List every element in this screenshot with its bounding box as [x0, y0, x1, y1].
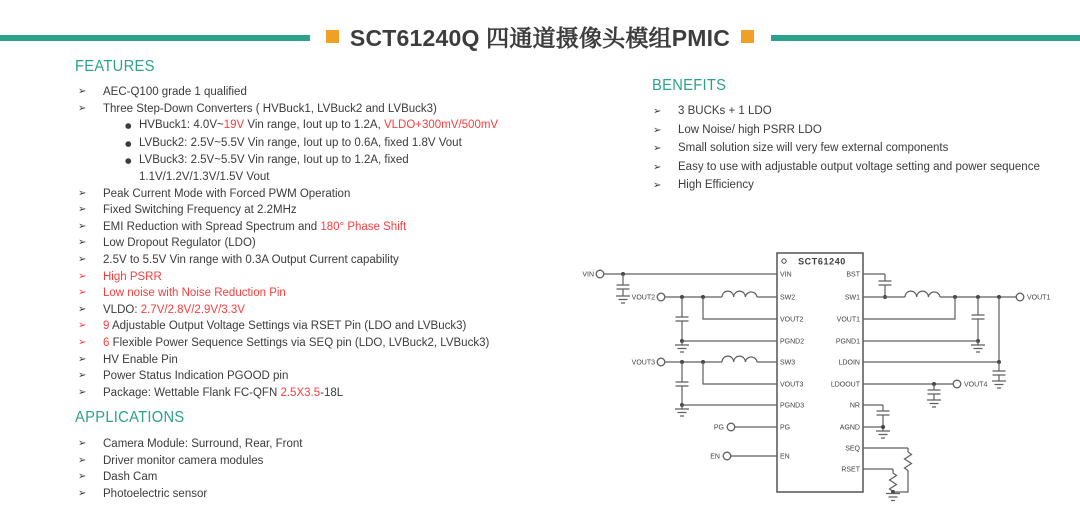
seq-wire — [863, 448, 908, 452]
ic-body — [777, 253, 863, 492]
en-net — [710, 452, 777, 460]
dot-bullet-icon: ● — [125, 138, 132, 148]
arrow-bullet-icon: ➢ — [78, 320, 87, 332]
terminal-label-en: EN — [710, 453, 720, 461]
arrow-bullet-icon: ➢ — [78, 204, 87, 216]
pin-label-sw2: SW2 — [780, 294, 796, 302]
vin-net — [582, 270, 777, 303]
list-item-text — [103, 202, 508, 219]
pin-label-bst: BST — [846, 271, 860, 279]
vin-terminal — [596, 270, 604, 278]
text-segment: VLDO+300mV/500mV — [383, 119, 499, 132]
vout4-terminal — [953, 380, 961, 388]
buck2-inductor-icon — [722, 291, 757, 297]
buck1-net — [863, 274, 1050, 352]
arrow-bullet-icon: ➢ — [78, 303, 87, 315]
text-segment: 180° Phase Shift — [320, 220, 407, 233]
text-segment: 2.5X3.5 — [280, 386, 321, 399]
benefits-heading: BENEFITS — [652, 77, 727, 94]
en-terminal — [723, 452, 731, 460]
pin-label-nr: NR — [849, 402, 860, 410]
pin1-marker-icon — [782, 259, 786, 263]
page-title: SCT61240Q 四通道摄像头模组PMIC — [349, 25, 731, 51]
list-item-text — [103, 269, 508, 286]
benefit-item — [653, 104, 1073, 119]
ground-icon — [992, 381, 1006, 388]
seq-return-wire — [893, 471, 908, 493]
arrow-bullet-icon: ➢ — [78, 187, 87, 199]
text-segment: 2.5V to 5.5V Vin range with 0.3A Output Current capability — [103, 253, 399, 266]
list-item-text — [678, 104, 1073, 119]
nr-capacitor-icon — [863, 405, 890, 427]
terminal-label-vout2: VOUT2 — [631, 294, 655, 302]
list-item-text — [103, 101, 508, 118]
benefits-list — [653, 104, 1073, 197]
feature-item — [78, 269, 508, 286]
ground-icon — [927, 400, 941, 407]
seq-rset-net — [863, 448, 912, 501]
pin-label-ldoin: LDOIN — [838, 359, 860, 367]
vout2-terminal — [657, 293, 665, 301]
feature-item — [78, 252, 508, 269]
text-segment: Power Status Indication PGOOD pin — [103, 370, 289, 383]
text-segment: LVBuck2: 2.5V~5.5V Vin range, Iout up to 0.6A, fixed 1.8V Vout — [139, 136, 462, 149]
arrow-bullet-icon: ➢ — [78, 102, 87, 114]
text-segment: HVBuck1: 4.0V~ — [139, 119, 224, 132]
list-item-text — [103, 285, 508, 302]
text-segment: High Efficiency — [678, 179, 754, 192]
list-item-text — [103, 235, 508, 252]
seq-resistor-icon — [905, 452, 912, 471]
text-segment: Low noise with Noise Reduction Pin — [103, 287, 286, 300]
text-segment: 3 BUCKs + 1 LDO — [678, 105, 772, 117]
arrow-bullet-icon: ➢ — [78, 237, 87, 249]
pin-label-sw1: SW1 — [844, 294, 860, 302]
ic-name-label: SCT61240 — [798, 256, 846, 267]
ground-icon — [886, 492, 900, 501]
feature-item — [78, 368, 508, 385]
list-item-text — [678, 160, 1073, 175]
text-segment: HV Enable Pin — [103, 353, 178, 366]
application-item — [78, 486, 508, 503]
pg-net — [714, 423, 777, 431]
benefit-item — [653, 123, 1073, 138]
pin-label-seq: SEQ — [845, 445, 860, 453]
ground-icon — [971, 345, 985, 352]
pin-label-pgnd2: PGND2 — [780, 338, 805, 346]
features-list — [78, 84, 508, 401]
applications-list — [78, 436, 508, 502]
arrow-bullet-icon: ➢ — [653, 124, 662, 136]
list-item-text — [103, 385, 508, 402]
vout3-capacitor-icon — [676, 362, 689, 405]
arrow-bullet-icon: ➢ — [78, 438, 87, 449]
list-item-text — [678, 141, 1073, 156]
text-segment: Adjustable Output Voltage Settings via RSET Pin (LDO and LVBuck3) — [109, 320, 467, 333]
pgnd2-wire — [682, 341, 777, 345]
feature-item — [78, 84, 508, 101]
list-item-text — [103, 486, 508, 503]
ground-icon — [876, 431, 890, 438]
vout3-feedback-wire — [703, 362, 777, 384]
list-item-text — [103, 469, 508, 486]
feature-item — [78, 186, 508, 203]
vout1-terminal — [1016, 293, 1024, 301]
pin-label-vin: VIN — [780, 271, 792, 279]
application-circuit-diagram — [575, 240, 1055, 527]
list-item-text — [103, 186, 508, 203]
feature-item — [78, 318, 508, 335]
feature-item — [125, 117, 508, 135]
vin-capacitor-icon — [617, 274, 630, 296]
text-segment: AEC-Q100 grade 1 qualified — [103, 86, 247, 98]
vout1-feedback-wire — [863, 297, 955, 319]
arrow-bullet-icon: ➢ — [78, 487, 87, 499]
arrow-bullet-icon: ➢ — [78, 336, 87, 348]
list-item-text — [103, 368, 508, 385]
buck3-net — [632, 356, 777, 416]
list-item-text — [103, 252, 508, 269]
bst-capacitor-icon — [863, 274, 892, 297]
text-segment: 6 — [103, 336, 110, 349]
pin-label-pgnd1: PGND1 — [835, 338, 860, 346]
text-segment: Low Dropout Regulator (LDO) — [103, 237, 256, 250]
buck2-net — [632, 291, 777, 352]
list-item-text — [103, 318, 508, 335]
feature-item — [78, 219, 508, 236]
ground-icon — [675, 345, 689, 352]
pin-label-pgnd3: PGND3 — [780, 402, 805, 410]
pgnd3-wire — [682, 405, 777, 409]
features-heading: FEATURES — [75, 58, 155, 75]
terminal-label-vout4: VOUT4 — [964, 381, 988, 389]
vout3-terminal — [657, 358, 665, 366]
pin-label-vout2: VOUT2 — [780, 316, 804, 324]
terminal-label-vout3: VOUT3 — [631, 359, 655, 367]
junction-dot — [881, 425, 885, 429]
title-bullet-left-icon — [326, 30, 339, 43]
text-segment: EMI Reduction with Spread Spectrum and — [103, 220, 321, 233]
text-segment: Dash Cam — [103, 471, 158, 483]
arrow-bullet-icon: ➢ — [78, 86, 87, 97]
text-segment: Camera Module: Surround, Rear, Front — [103, 438, 303, 450]
list-item-text — [139, 135, 508, 152]
vout2-capacitor-icon — [676, 297, 689, 341]
arrow-bullet-icon: ➢ — [78, 287, 87, 299]
text-segment: High PSRR — [103, 270, 162, 283]
feature-item — [78, 335, 508, 352]
rset-resistor-icon — [890, 473, 897, 492]
terminal-label-pg: PG — [713, 424, 724, 432]
page-title-row — [0, 20, 1080, 53]
text-segment: Vin range, Iout up to 1.2A, — [244, 119, 384, 132]
arrow-bullet-icon: ➢ — [78, 370, 87, 382]
text-segment: Small solution size will very few external components — [678, 142, 949, 155]
terminal-label-vin: VIN — [582, 271, 594, 279]
list-item-text — [103, 436, 508, 453]
arrow-bullet-icon: ➢ — [78, 270, 87, 282]
feature-item — [125, 135, 508, 153]
terminal-label-vout1: VOUT1 — [1027, 294, 1051, 302]
dot-bullet-icon: ● — [125, 121, 132, 131]
benefit-item — [653, 141, 1073, 156]
text-segment: Three Step-Down Converters ( HVBuck1, LVBuck2 and LVBuck3) — [103, 102, 437, 115]
ic-outline — [777, 253, 863, 492]
arrow-bullet-icon: ➢ — [653, 180, 662, 192]
pin-label-ldoout: LDOOUT — [830, 381, 860, 389]
arrow-bullet-icon: ➢ — [78, 454, 87, 466]
pin-label-agnd: AGND — [839, 424, 860, 432]
text-segment: 2.7V/2.8V/2.9V/3.3V — [140, 303, 245, 316]
arrow-bullet-icon: ➢ — [78, 471, 87, 482]
pin-label-rset: RSET — [841, 466, 860, 474]
feature-item — [78, 285, 508, 302]
text-segment: Photoelectric sensor — [103, 487, 208, 500]
list-item-text — [103, 302, 508, 319]
ldoout-net — [863, 380, 987, 407]
pin-label-vout3: VOUT3 — [780, 381, 804, 389]
application-item — [78, 436, 508, 453]
vout2-feedback-wire — [703, 297, 777, 319]
pg-terminal — [727, 423, 735, 431]
buck1-inductor-icon — [905, 291, 940, 297]
text-segment: Fixed Switching Frequency at 2.2MHz — [103, 204, 297, 217]
list-item-text — [103, 335, 508, 352]
application-item — [78, 469, 508, 486]
pgnd1-wire — [863, 341, 978, 345]
list-item-text — [103, 219, 508, 236]
pin-label-en: EN — [780, 453, 790, 461]
arrow-bullet-icon: ➢ — [653, 106, 662, 117]
dot-bullet-icon: ● — [125, 156, 132, 166]
text-segment: Package: Wettable Flank FC-QFN — [103, 386, 281, 399]
feature-item — [78, 385, 508, 402]
vout1-capacitor-icon — [972, 297, 985, 341]
text-segment: Low Noise/ high PSRR LDO — [678, 123, 822, 136]
application-item — [78, 453, 508, 470]
list-item-text — [678, 123, 1073, 138]
text-segment: LVBuck3: 2.5V~5.5V Vin range, Iout up to 1.2A, fixed 1.1V/1.2V/1.3V/1.5V Vout — [139, 154, 409, 183]
feature-item — [78, 352, 508, 369]
text-segment: Easy to use with adjustable output voltage setting and power sequence — [678, 160, 1040, 173]
buck3-inductor-icon — [722, 356, 757, 362]
benefit-item — [653, 160, 1073, 175]
arrow-bullet-icon: ➢ — [78, 353, 87, 365]
feature-item — [125, 152, 508, 185]
title-bullet-right-icon — [741, 30, 754, 43]
feature-item — [78, 202, 508, 219]
nr-agnd-net — [863, 405, 890, 438]
applications-heading: APPLICATIONS — [75, 409, 185, 426]
pin-label-vout1: VOUT1 — [836, 316, 860, 324]
benefit-item — [653, 178, 1073, 193]
arrow-bullet-icon: ➢ — [653, 143, 662, 155]
arrow-bullet-icon: ➢ — [78, 253, 87, 265]
feature-item — [78, 101, 508, 118]
ldoin-capacitor-icon — [993, 362, 1006, 381]
text-segment: 19V — [223, 119, 245, 132]
list-item-text — [103, 84, 508, 101]
list-item-text — [678, 178, 1073, 193]
arrow-bullet-icon: ➢ — [78, 220, 87, 232]
ground-icon — [675, 409, 689, 416]
ground-icon — [616, 296, 630, 303]
text-segment: -18L — [320, 386, 344, 399]
pin-label-sw3: SW3 — [780, 359, 796, 367]
list-item-text — [103, 352, 508, 369]
feature-item — [78, 235, 508, 252]
text-segment: Flexible Power Sequence Settings via SEQ pin (LDO, LVBuck2, LVBuck3) — [109, 336, 490, 349]
rset-wire — [863, 469, 893, 473]
text-segment: 9 — [103, 320, 110, 333]
list-item-text — [103, 453, 508, 470]
arrow-bullet-icon: ➢ — [653, 161, 662, 173]
list-item-text — [139, 152, 508, 185]
list-item-text — [139, 117, 508, 134]
arrow-bullet-icon: ➢ — [78, 386, 87, 398]
text-segment: Driver monitor camera modules — [103, 454, 264, 467]
ldoout-capacitor-icon — [928, 384, 941, 400]
pin-label-pg: PG — [780, 424, 791, 432]
text-segment: Peak Current Mode with Forced PWM Operation — [103, 187, 351, 200]
text-segment: VLDO: — [103, 303, 141, 316]
feature-item — [78, 302, 508, 319]
